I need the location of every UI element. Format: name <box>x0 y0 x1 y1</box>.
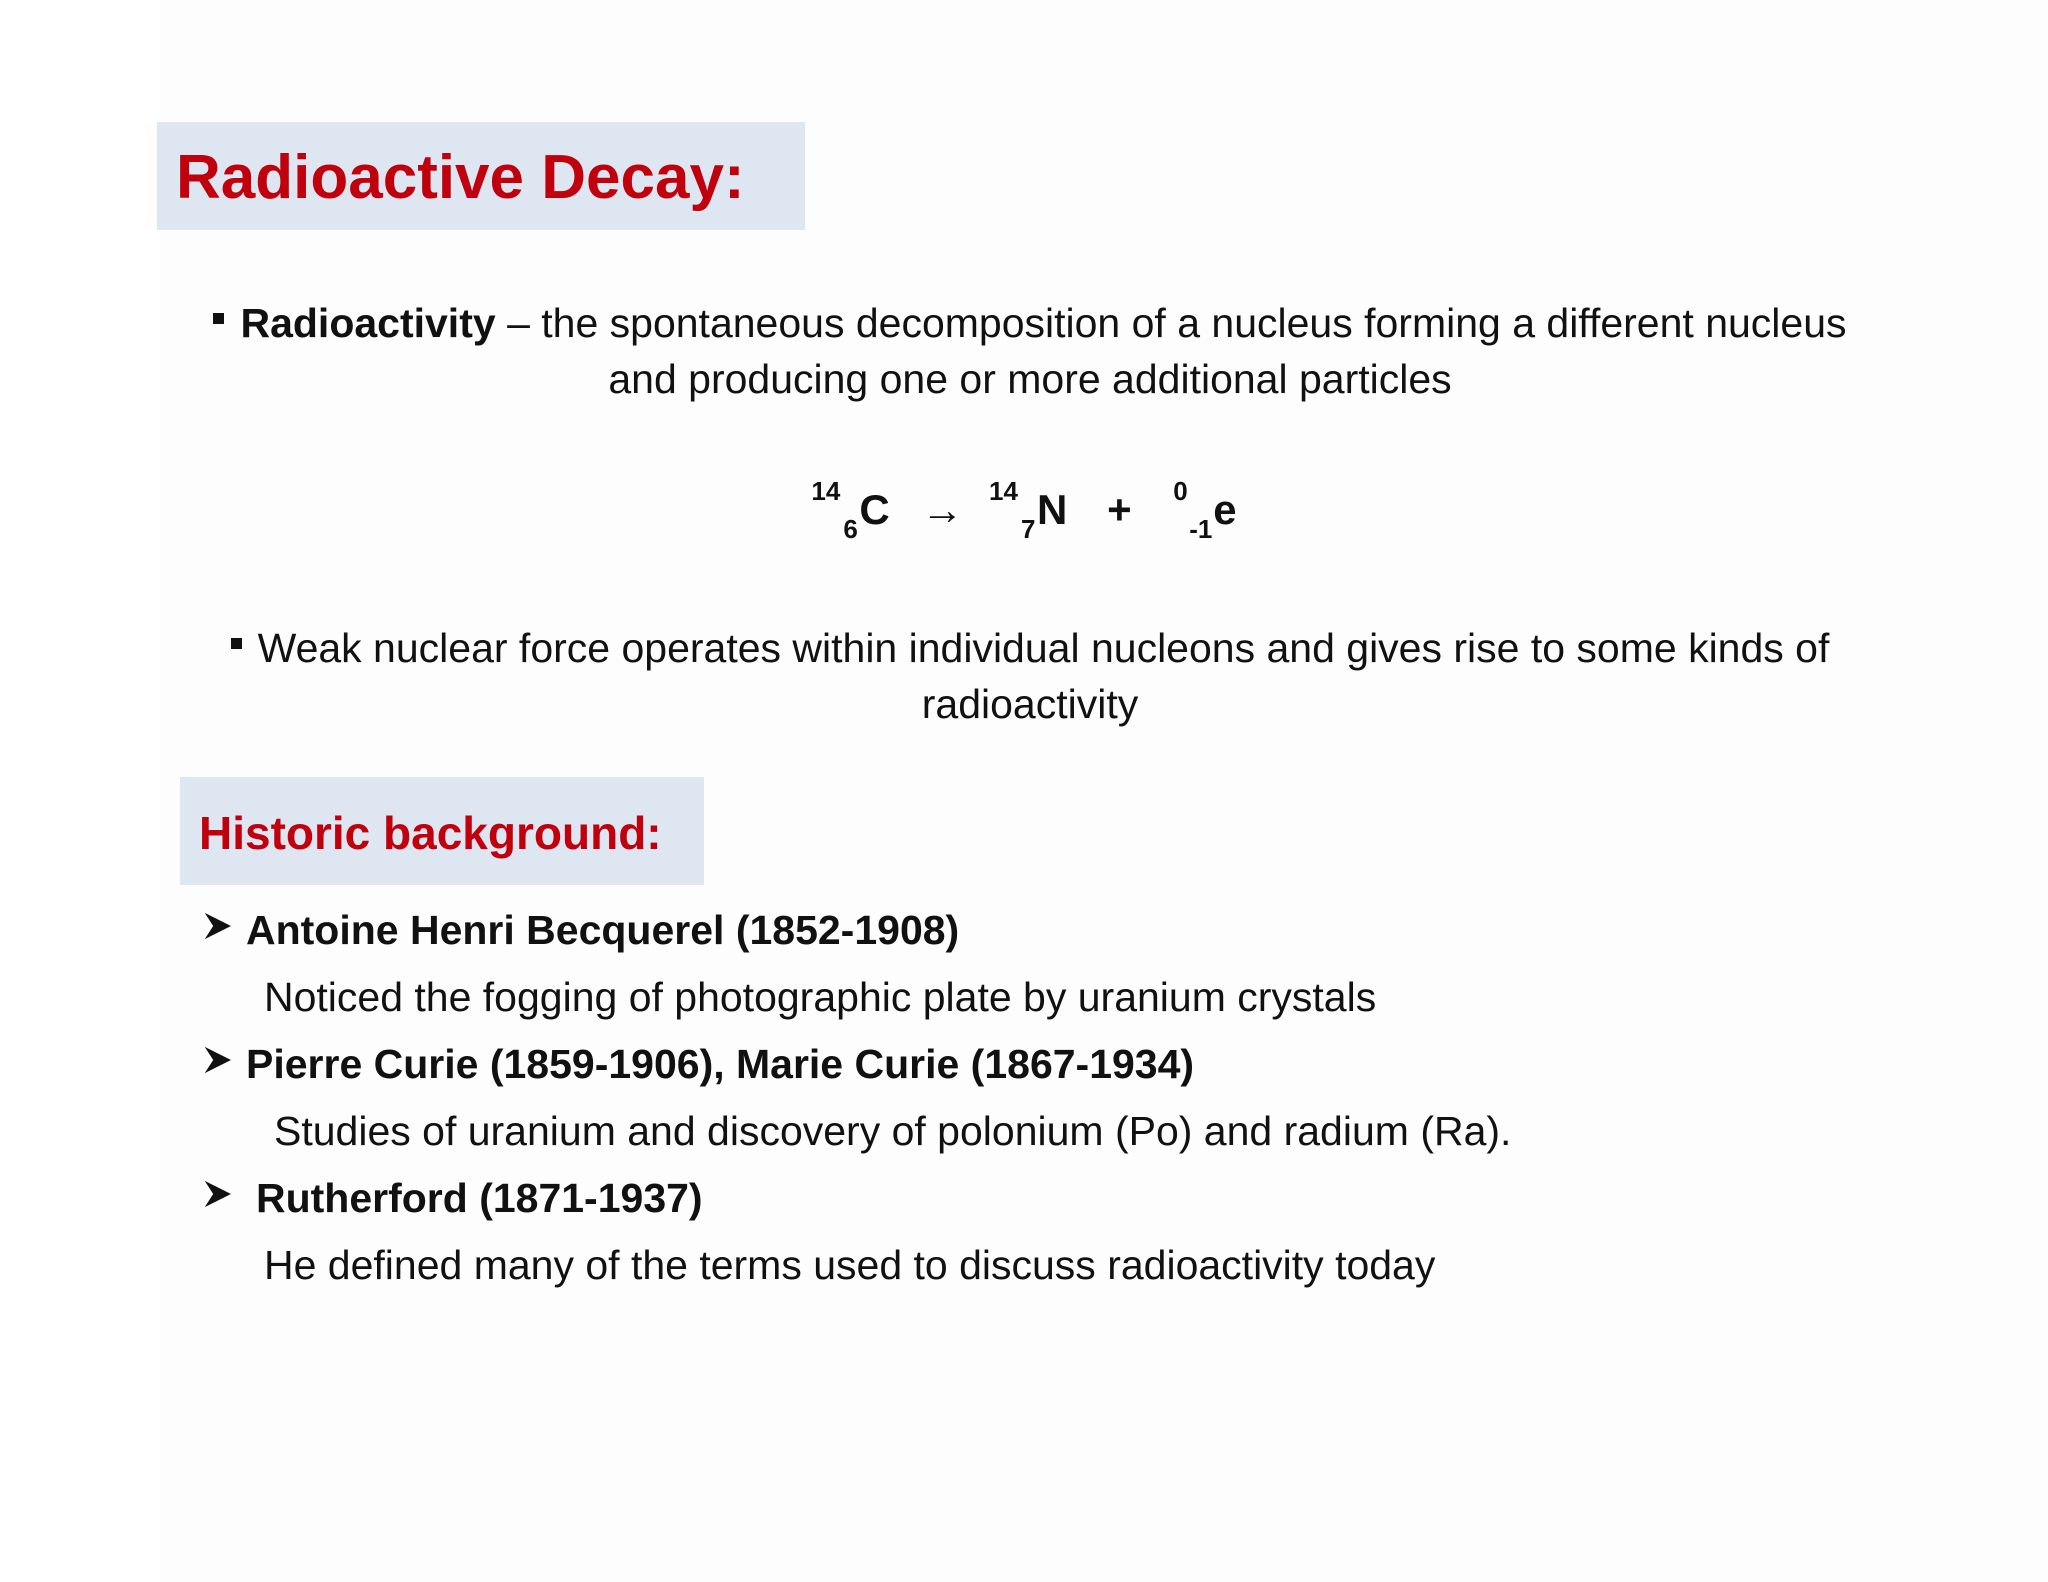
list-item <box>200 1170 1900 1304</box>
definition-term: Radioactivity <box>240 300 496 346</box>
radioactivity-definition <box>200 295 1860 407</box>
historic-list <box>200 902 1900 1304</box>
arrowhead-bullet-icon <box>200 1035 236 1091</box>
square-bullet-icon <box>231 638 242 649</box>
scientist-contribution: He defined many of the terms used to discuss radioactivity today <box>264 1242 1436 1288</box>
list-item <box>200 1036 1900 1170</box>
carbon-symbol: C <box>859 486 890 533</box>
scientist-contribution: Studies of uranium and discovery of polonium (Po) and radium (Ra). <box>274 1108 1512 1154</box>
carbon-mass-number: 14 <box>811 476 841 506</box>
square-bullet-icon <box>213 313 224 324</box>
arrowhead-bullet-icon <box>200 1169 236 1225</box>
decay-equation <box>0 476 2048 544</box>
slide-title: Radioactive Decay: <box>176 143 745 212</box>
scientist-name: Antoine Henri Becquerel (1852-1908) <box>246 907 960 953</box>
scientist-name: Pierre Curie (1859-1906), Marie Curie (1867-1934) <box>246 1041 1195 1087</box>
historic-section-title: Historic background: <box>199 807 662 859</box>
list-item <box>200 902 1900 1036</box>
electron-particle <box>1171 476 1237 544</box>
nitrogen-atomic-number: 7 <box>1021 514 1036 544</box>
carbon-atomic-number: 6 <box>843 514 858 544</box>
weak-force-text: Weak nuclear force operates within individual nucleons and gives rise to some kinds of radioactivity <box>257 625 1830 727</box>
scientist-name: Rutherford (1871-1937) <box>256 1175 703 1221</box>
reaction-arrow: → <box>921 486 964 533</box>
electron-symbol: e <box>1213 486 1237 533</box>
nitrogen-mass-number: 14 <box>989 476 1018 506</box>
electron-mass-number: 0 <box>1173 476 1188 506</box>
arrowhead-bullet-icon <box>200 901 236 957</box>
weak-force-statement <box>200 620 1860 732</box>
carbon-isotope <box>811 476 890 544</box>
electron-charge-number: -1 <box>1189 514 1213 544</box>
nitrogen-isotope <box>989 476 1068 544</box>
plus-sign: + <box>1107 486 1132 533</box>
scientist-contribution: Noticed the fogging of photographic plate by uranium crystals <box>264 974 1377 1020</box>
definition-text: – the spontaneous decomposition of a nucleus forming a different nucleus and producing one or more additional particles <box>495 300 1847 402</box>
nitrogen-symbol: N <box>1037 486 1068 533</box>
